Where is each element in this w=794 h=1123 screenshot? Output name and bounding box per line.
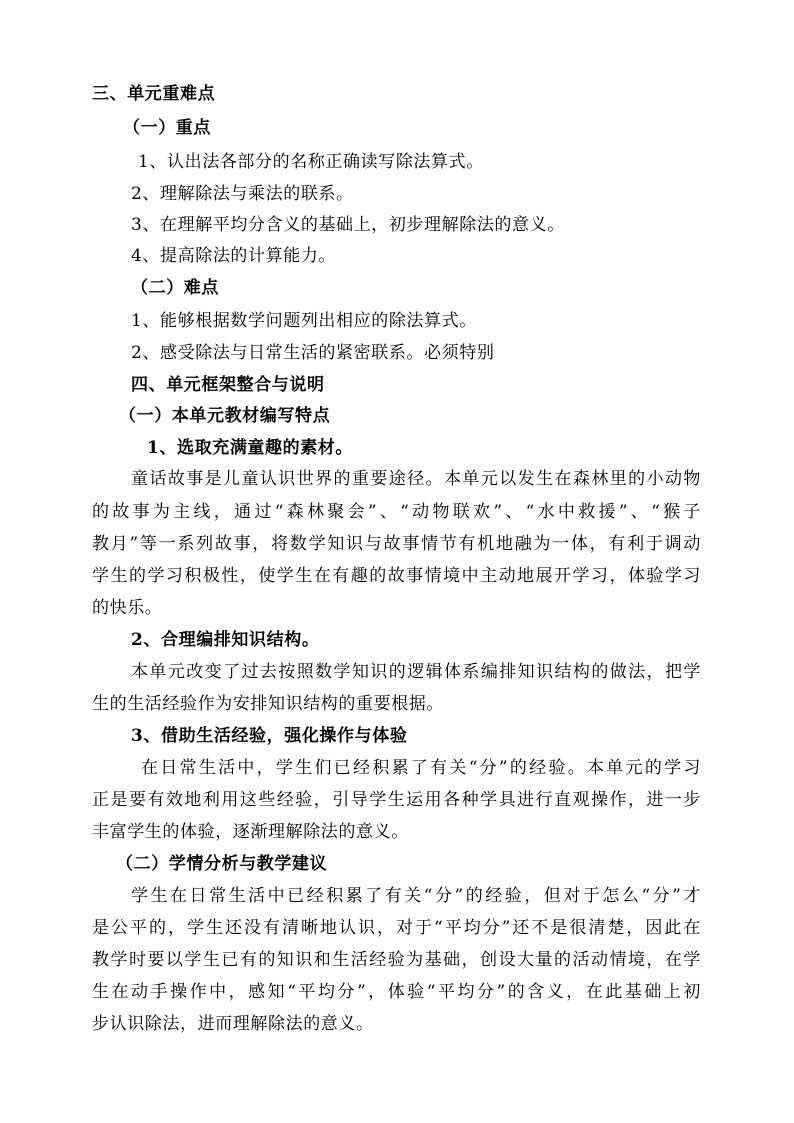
- key-point-item-1: 1、认出法各部分的名称正确读写除法算式。: [138, 152, 484, 172]
- analysis-line-1: 学生在日常生活中已经积累了有关“分”的经验，但对于怎么“分”才: [131, 886, 701, 906]
- feature-3-line-1: 在日常生活中，学生们已经积累了有关“分”的经验。本单元的学习: [141, 758, 701, 778]
- feature-2-line-1: 本单元改变了过去按照数学知识的逻辑体系编排知识结构的做法，把学: [131, 662, 701, 682]
- subheading-features: （一）本单元教材编写特点: [119, 406, 331, 426]
- feature-2-line-2: 生的生活经验作为安排知识结构的重要根据。: [92, 694, 444, 714]
- analysis-line-4: 生在动手操作中，感知“平均分”，体验“平均分”的含义，在此基础上初: [92, 982, 701, 1002]
- section-heading-4: 四、单元框架整合与说明: [131, 375, 325, 395]
- feature-3-line-2: 正是要有效地利用这些经验，引导学生运用各种学具进行直观操作，进一步: [92, 790, 701, 810]
- subheading-analysis: （二）学情分析与教学建议: [116, 854, 328, 874]
- key-point-item-4: 4、提高除法的计算能力。: [131, 246, 337, 266]
- subheading-difficult-points: （二）难点: [131, 278, 219, 298]
- feature-3-line-3: 丰富学生的体验，逐渐理解除法的意义。: [92, 822, 409, 842]
- key-point-item-2: 2、理解除法与乘法的联系。: [131, 184, 354, 204]
- feature-1-heading: 1、选取充满童趣的素材。: [147, 438, 354, 458]
- difficult-point-item-2: 2、感受除法与日常生活的紧密联系。必须特别: [131, 343, 495, 363]
- feature-3-heading: 3、借助生活经验，强化操作与体验: [131, 726, 408, 746]
- subheading-key-points: （一）重点: [123, 118, 211, 138]
- feature-1-line-1: 童话故事是儿童认识世界的重要途径。本单元以发生在森林里的小动物: [131, 469, 701, 489]
- feature-1-line-5: 的快乐。: [92, 598, 163, 618]
- analysis-line-3: 教学时要以学生已有的知识和生活经验为基础，创设大量的活动情境，在学: [92, 950, 701, 970]
- analysis-line-5: 步认识除法，进而理解除法的意义。: [92, 1014, 374, 1034]
- feature-1-line-4: 学生的学习积极性，使学生在有趣的故事情境中主动地展开学习，体验学习: [92, 566, 701, 586]
- feature-1-line-2: 的故事为主线，通过“森林聚会”、“动物联欢”、“水中救援”、“猴子: [92, 502, 701, 522]
- analysis-line-2: 是公平的，学生还没有清晰地认识，对于“平均分”还不是很清楚，因此在: [92, 918, 701, 938]
- key-point-item-3: 3、在理解平均分含义的基础上，初步理解除法的意义。: [131, 215, 565, 235]
- feature-2-heading: 2、合理编排知识结构。: [131, 630, 320, 650]
- section-heading-3: 三、单元重难点: [92, 84, 216, 104]
- feature-1-line-3: 教月”等一系列故事，将数学知识与故事情节有机地融为一体，有利于调动: [92, 534, 701, 554]
- difficult-point-item-1: 1、能够根据数学问题列出相应的除法算式。: [131, 311, 477, 331]
